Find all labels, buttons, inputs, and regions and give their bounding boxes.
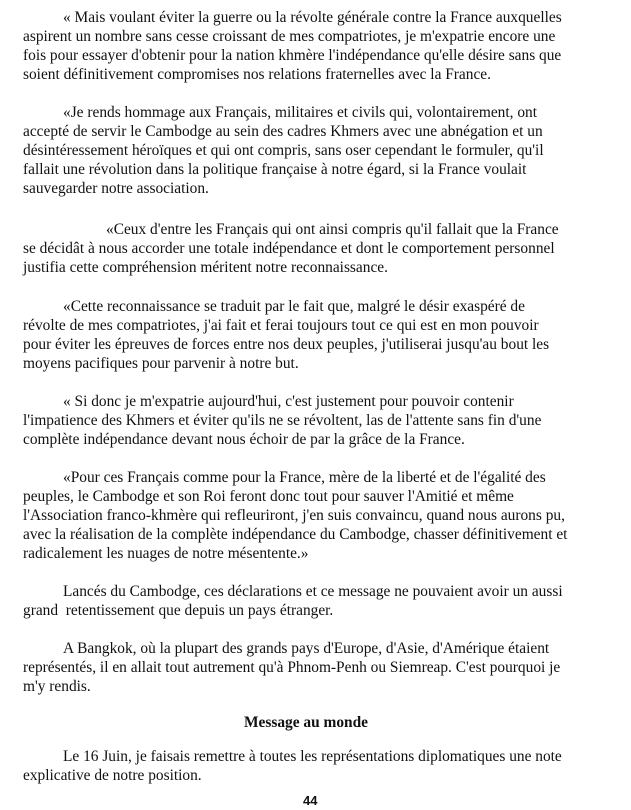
text-line: Lancés du Cambodge, ces déclarations et ce message ne pouvaient avoir un aussi — [63, 583, 563, 600]
text-line: l'Association franco-khmère qui refleuriront, j'en suis convaincu, quand nous aurons pu, — [23, 507, 565, 524]
text-line: soient définitivement compromises nos relations fraternelles avec la France. — [23, 66, 491, 83]
text-line: accepté de servir le Cambodge au sein des cadres Khmers avec une abnégation et un — [23, 123, 543, 140]
text-line: pour éviter les épreuves de forces entre nos deux peuples, j'utiliserai jusqu'au bout les — [23, 336, 550, 353]
text-line: Le 16 Juin, je faisais remettre à toutes les représentations diplomatiques une note — [63, 748, 562, 765]
page-number: 44 — [303, 793, 318, 808]
text-line: complète indépendance devant nous échoir de par la grâce de la France. — [23, 431, 465, 448]
text-line: l'impatience des Khmers et éviter qu'ils ne se révoltent, las de l'attente sans fin d'une — [23, 412, 542, 429]
text-line: « Si donc je m'expatrie aujourd'hui, c'est justement pour pouvoir contenir — [63, 393, 514, 410]
text-line: avec la réalisation de la complète indépendance du Cambodge, chasser définitivement et — [23, 526, 568, 543]
text-line: fois pour essayer d'obtenir pour la nation khmère l'indépendance qu'elle désire sans que — [23, 47, 562, 64]
text-line: désintéressement héroïques et qui ont compris, sans oser cependant le formuler, qu'il — [23, 142, 544, 159]
text-line: grand retentissement que depuis un pays étranger. — [23, 602, 334, 619]
text-line: sauvegarder notre association. — [23, 180, 209, 197]
text-line: m'y rendis. — [23, 678, 91, 695]
text-line: fallait une révolution dans la politique française à notre égard, si la France voulait — [23, 161, 527, 178]
text-line: radicalement les nuages de notre mésentente.» — [23, 545, 309, 562]
text-line: «Pour ces Français comme pour la France, mère de la liberté et de l'égalité des — [63, 469, 546, 486]
section-heading: Message au monde — [244, 714, 368, 731]
text-line: explicative de notre position. — [23, 767, 202, 784]
text-line: « Mais voulant éviter la guerre ou la révolte générale contre la France auxquelles — [63, 9, 562, 26]
text-line: «Cette reconnaissance se traduit par le fait que, malgré le désir exaspéré de — [63, 298, 525, 315]
text-line: «Ceux d'entre les Français qui ont ainsi compris qu'il fallait que la France — [106, 221, 559, 238]
text-line: représentés, il en allait tout autrement qu'à Phnom-Penh ou Siemreap. C'est pourquoi je — [23, 659, 561, 676]
text-line: moyens pacifiques pour parvenir à notre but. — [23, 355, 299, 372]
text-line: peuples, le Cambodge et son Roi feront donc tout pour sauver l'Amitié et même — [23, 488, 514, 505]
text-line: «Je rends hommage aux Français, militaires et civils qui, volontairement, ont — [63, 104, 538, 121]
text-line: se décidât à nous accorder une totale indépendance et dont le comportement personnel — [23, 240, 555, 257]
text-line: justifia cette compréhension méritent notre reconnaissance. — [23, 259, 388, 276]
text-line: A Bangkok, où la plupart des grands pays d'Europe, d'Asie, d'Amérique étaient — [63, 640, 550, 657]
text-line: révolte de mes compatriotes, j'ai fait et ferai toujours tout ce qui est en mon pouvoir — [23, 317, 539, 334]
text-line: aspirent un nombre sans cesse croissant de mes compatriotes, je m'expatrie encore une — [23, 28, 556, 45]
